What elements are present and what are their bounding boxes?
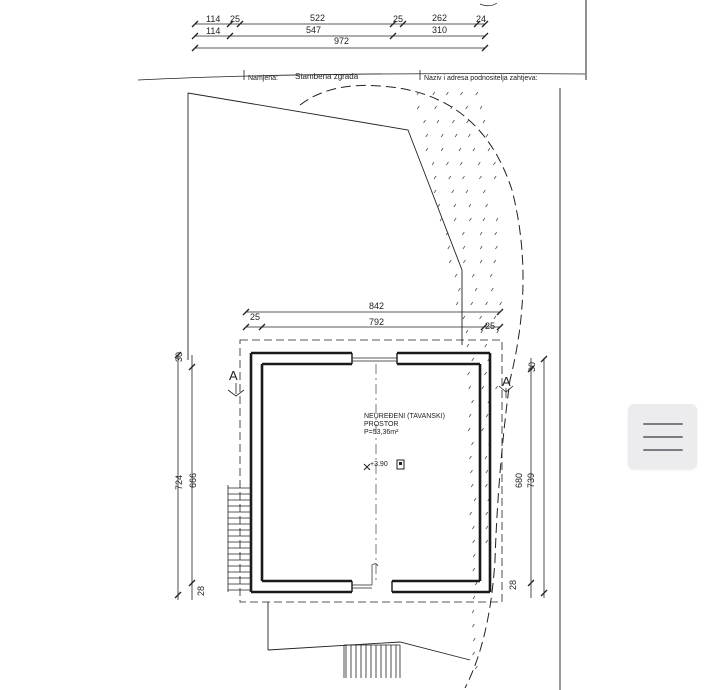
dim-width-outer: 842 bbox=[369, 301, 385, 311]
dim-wall-right: 25 bbox=[485, 321, 496, 331]
room-name-line2: PROSTOR bbox=[364, 421, 399, 428]
dim-top-2: 25 bbox=[230, 14, 241, 24]
hamburger-menu-icon bbox=[643, 423, 683, 425]
purpose-value: Stambena zgrada bbox=[295, 72, 359, 81]
room-area: P=53,36m² bbox=[364, 429, 399, 436]
room-elevation: +3.90 bbox=[370, 461, 388, 468]
stairs-left bbox=[228, 485, 251, 592]
top-dimension-labels bbox=[206, 13, 486, 46]
dim-mid-3: 310 bbox=[432, 25, 448, 35]
dim-top-4: 25 bbox=[393, 14, 404, 24]
dim-top-5: 262 bbox=[432, 13, 448, 23]
dim-right-inner: 680 bbox=[514, 472, 524, 488]
site-outline bbox=[188, 88, 560, 690]
dim-left-outer: 724 bbox=[174, 474, 184, 490]
door-bottom bbox=[352, 564, 378, 588]
dim-top-left-small: 30 bbox=[174, 351, 184, 362]
window-top bbox=[352, 358, 397, 361]
dim-mid-1: 114 bbox=[206, 26, 221, 36]
owner-label: Naziv i adresa podnositelja zahtjeva: bbox=[424, 75, 538, 82]
dim-bottom-right-small: 28 bbox=[508, 579, 518, 590]
eaves-outline bbox=[240, 340, 502, 602]
lower-terrace bbox=[268, 602, 470, 660]
menu-icon-bar bbox=[643, 449, 683, 451]
section-mark-left: A bbox=[229, 368, 238, 383]
room-name-line1: NEUREĐENI (TAVANSKI) bbox=[364, 413, 445, 420]
dim-bottom-left-small: 28 bbox=[196, 585, 206, 596]
dim-top-6: 24 bbox=[476, 14, 487, 24]
dim-top-3: 522 bbox=[310, 13, 326, 23]
corner-scribble bbox=[480, 3, 497, 6]
purpose-label: Namjena: bbox=[248, 75, 278, 82]
plan-dimension-labels bbox=[174, 301, 537, 596]
dim-top-right-small: 30 bbox=[527, 361, 537, 372]
dim-top-1: 114 bbox=[206, 14, 221, 24]
dim-total: 972 bbox=[334, 36, 350, 46]
section-mark-right: A bbox=[502, 374, 511, 389]
stairs-bottom bbox=[344, 645, 400, 678]
dim-width-inner: 792 bbox=[369, 317, 385, 327]
menu-button[interactable] bbox=[628, 404, 697, 469]
dim-mid-2: 547 bbox=[306, 25, 322, 35]
dim-left-inner: 666 bbox=[188, 472, 198, 488]
section-marks bbox=[228, 383, 513, 398]
dim-right-outer: 739 bbox=[526, 472, 536, 488]
menu-icon-bar bbox=[643, 436, 683, 438]
dim-wall-left: 25 bbox=[250, 312, 261, 322]
building-walls bbox=[251, 353, 490, 592]
